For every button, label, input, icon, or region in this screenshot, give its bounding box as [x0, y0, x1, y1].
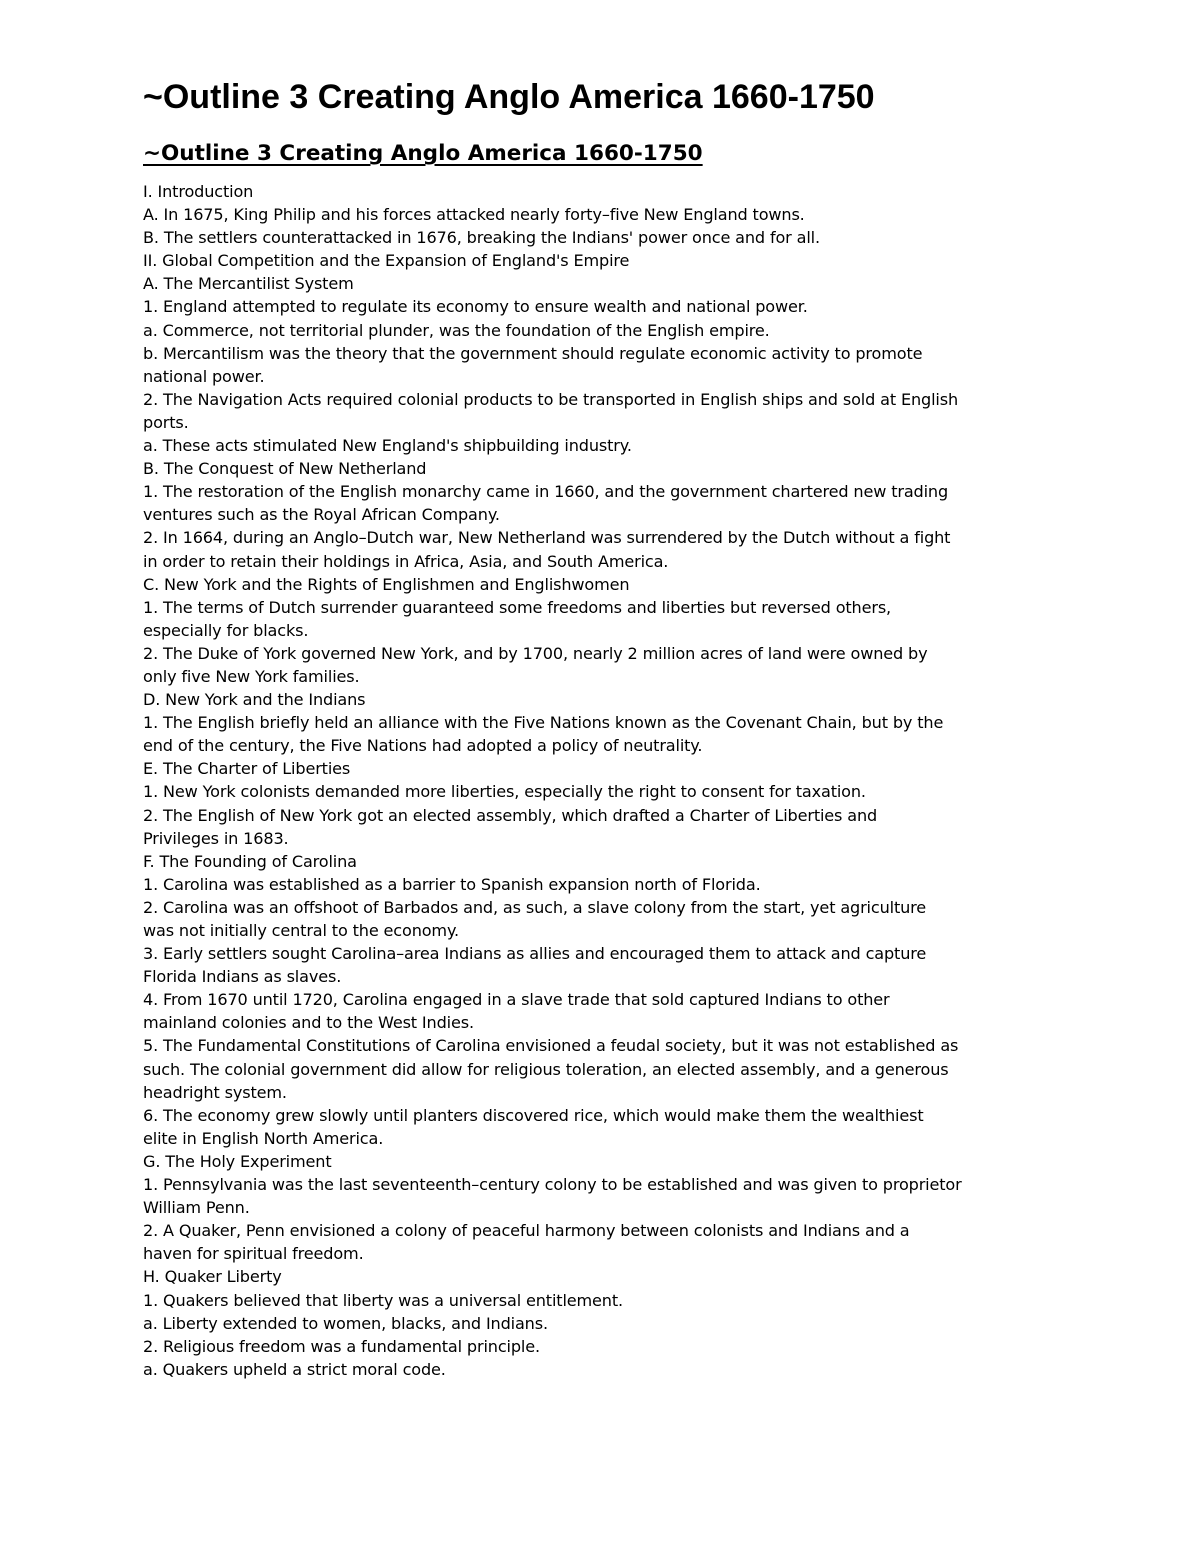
outline-line: Florida Indians as slaves. — [143, 967, 342, 987]
outline-line: B. The Conquest of New Netherland — [143, 459, 427, 479]
outline-line: 1. The restoration of the English monarchy came in 1660, and the government chartered new trading — [143, 482, 949, 502]
outline-line: 6. The economy grew slowly until planters discovered rice, which would make them the wealthiest — [143, 1105, 924, 1125]
outline-line: end of the century, the Five Nations had adopted a policy of neutrality. — [143, 736, 703, 756]
outline-line: Privileges in 1683. — [143, 828, 289, 848]
outline-line: such. The colonial government did allow for religious toleration, an elected assembly, and a generous — [143, 1059, 949, 1079]
outline-line: in order to retain their holdings in Africa, Asia, and South America. — [143, 551, 669, 571]
outline-line: 2. Religious freedom was a fundamental principle. — [143, 1336, 540, 1356]
outline-line: B. The settlers counterattacked in 1676, breaking the Indians' power once and for all. — [143, 228, 820, 248]
outline-line: ports. — [143, 412, 189, 432]
outline-line: I. Introduction — [143, 182, 254, 201]
outline-line: haven for spiritual freedom. — [143, 1244, 364, 1264]
outline-line: 1. England attempted to regulate its economy to ensure wealth and national power. — [143, 297, 808, 317]
outline-line: E. The Charter of Liberties — [143, 759, 351, 779]
outline-line: 1. The English briefly held an alliance with the Five Nations known as the Covenant Chain, but by the — [143, 713, 944, 733]
outline-line: 2. In 1664, during an Anglo–Dutch war, New Netherland was surrendered by the Dutch without a fight — [143, 528, 951, 548]
outline-line: was not initially central to the economy. — [143, 921, 460, 940]
outline-line: F. The Founding of Carolina — [143, 851, 357, 871]
outline-line: G. The Holy Experiment — [143, 1151, 332, 1171]
outline-line: mainland colonies and to the West Indies. — [143, 1013, 474, 1033]
outline-body — [143, 180, 1063, 1381]
outline-line: 2. The English of New York got an elected assembly, which drafted a Charter of Liberties and — [143, 805, 878, 825]
outline-line: C. New York and the Rights of Englishmen and Englishwomen — [143, 574, 630, 594]
outline-line: 2. Carolina was an offshoot of Barbados and, as such, a slave colony from the start, yet agriculture — [143, 897, 927, 917]
outline-line: headright system. — [143, 1082, 287, 1102]
outline-line: 2. The Navigation Acts required colonial products to be transported in English ships and sold at English — [143, 389, 959, 409]
outline-line: 1. Quakers believed that liberty was a universal entitlement. — [143, 1290, 623, 1310]
outline-line: 1. The terms of Dutch surrender guaranteed some freedoms and liberties but reversed others, — [143, 597, 892, 617]
outline-line: national power. — [143, 366, 265, 386]
outline-line: a. These acts stimulated New England's shipbuilding industry. — [143, 436, 632, 456]
outline-line: especially for blacks. — [143, 620, 309, 640]
outline-line: a. Commerce, not territorial plunder, was the foundation of the English empire. — [143, 320, 770, 340]
outline-line: 3. Early settlers sought Carolina–area Indians as allies and encouraged them to attack and capture — [143, 944, 927, 964]
outline-line: II. Global Competition and the Expansion of England's Empire — [143, 251, 630, 271]
document-title: ~Outline 3 Creating Anglo America 1660-1750 — [143, 78, 875, 116]
outline-line: b. Mercantilism was the theory that the government should regulate economic activity to promote — [143, 343, 923, 363]
document-subtitle: ~Outline 3 Creating Anglo America 1660-1750 — [143, 141, 703, 166]
outline-line: 4. From 1670 until 1720, Carolina engaged in a slave trade that sold captured Indians to other — [143, 990, 890, 1010]
outline-line: A. The Mercantilist System — [143, 274, 354, 294]
outline-line: A. In 1675, King Philip and his forces attacked nearly forty–five New England towns. — [143, 205, 805, 225]
outline-line: a. Liberty extended to women, blacks, and Indians. — [143, 1313, 548, 1333]
outline-line: only five New York families. — [143, 666, 360, 686]
outline-line: 2. The Duke of York governed New York, and by 1700, nearly 2 million acres of land were owned by — [143, 643, 928, 663]
outline-line: ventures such as the Royal African Company. — [143, 505, 500, 525]
document-page — [143, 76, 1063, 1381]
outline-line: 2. A Quaker, Penn envisioned a colony of peaceful harmony between colonists and Indians and a — [143, 1221, 910, 1241]
outline-line: 1. Carolina was established as a barrier to Spanish expansion north of Florida. — [143, 874, 761, 894]
outline-line: a. Quakers upheld a strict moral code. — [143, 1359, 446, 1379]
outline-line: 1. Pennsylvania was the last seventeenth–century colony to be established and was given to proprietor — [143, 1175, 962, 1195]
outline-line: 1. New York colonists demanded more liberties, especially the right to consent for taxation. — [143, 782, 866, 802]
outline-line: 5. The Fundamental Constitutions of Carolina envisioned a feudal society, but it was not established as — [143, 1036, 959, 1056]
outline-line: elite in English North America. — [143, 1128, 384, 1148]
outline-line: William Penn. — [143, 1198, 250, 1218]
outline-line: H. Quaker Liberty — [143, 1267, 282, 1287]
outline-line: D. New York and the Indians — [143, 690, 366, 710]
